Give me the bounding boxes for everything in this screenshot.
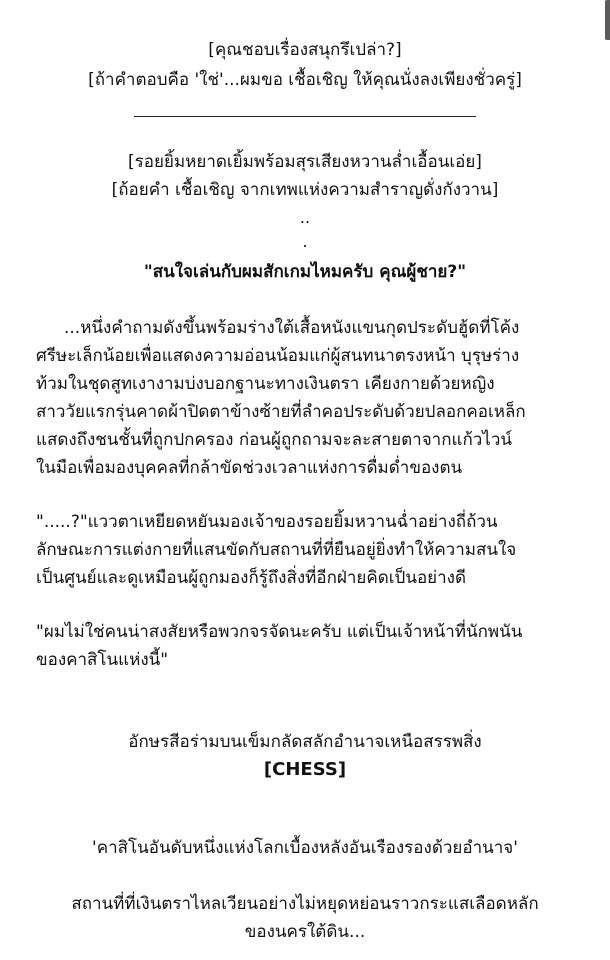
- closing-line-2: ของนครใต้ดิน...: [244, 922, 366, 942]
- paragraph-1-line: สาววัยแรกรุ่นคาดผ้าปิดตาข้างซ้ายที่ลำคอประดับด้วยปลอกคอเหล็ก: [36, 402, 526, 422]
- invitation-quote: "สนใจเล่นกับผมสักเกมไหมครับ คุณผู้ชาย?": [143, 262, 467, 282]
- ellipsis-dots-1: ..: [299, 208, 311, 227]
- paragraph-2-line: ลักษณะการแต่งกายที่แสนขัดกับสถานที่ที่ยืนอยู่ยิ่งทำให้ความสนใจ: [36, 540, 517, 560]
- header-line-2: [ถ้าคำตอบคือ 'ใช่'...ผมขอ เชื้อเชิญ ให้คุณนั่งลงเพียงชั่วครู่]: [88, 70, 522, 90]
- intro-line-2: [ถ้อยคำ เชื้อเชิญ จากเทพแห่งความสำราญดั่งกังวาน]: [111, 180, 499, 200]
- paragraph-1-line: ...หนึ่งคำถามดังขึ้นพร้อมร่างใต้เสื้อหนังแขนกุดประดับฮู้ดที่โค้ง: [64, 318, 520, 338]
- divider: [134, 116, 476, 117]
- closing-line-1: สถานที่ที่เงินตราไหลเวียนอย่างไม่หยุดหย่อนราวกระแสเลือดหลัก: [71, 894, 539, 914]
- paragraph-2-line: เป็นศูนย์และดูเหมือนผู้ถูกมองก็รู้ถึงสิ่งที่อีกฝ่ายคิดเป็นอย่างดี: [36, 568, 467, 588]
- paragraph-1-line: ในมือเพื่อมองบุคคลที่กล้าขัดช่วงเวลาแห่งการดื่มด่ำของตน: [36, 458, 463, 478]
- paragraph-1-line: ท้วมในชุดสูทเงางามบ่งบอกฐานะทางเงินตรา เคียงกายด้วยหญิง: [36, 374, 495, 394]
- paragraph-2-line: ".....?"แววตาเหยียดหยันมองเจ้าของรอยยิ้มหวานฉ่ำอย่างถี่ถ้วน: [36, 512, 498, 532]
- emblem-name: [CHESS]: [263, 759, 347, 780]
- paragraph-1-line: ศรีษะเล็กน้อยเพื่อแสดงความอ่อนน้อมแก่ผู้สนทนาตรงหน้า บุรุษร่าง: [36, 346, 520, 366]
- intro-line-1: [รอยยิ้มหยาดเยิ้มพร้อมสุรเสียงหวานล่ำเอื้อนเอ่ย]: [128, 152, 482, 172]
- paragraph-3-line: ของคาสิโนแห่งนี้": [36, 650, 169, 670]
- paragraph-3-line: "ผมไม่ใช่คนน่าสงสัยหรือพวกจรจัดนะครับ แต่เป็นเจ้าหน้าที่นักพนัน: [36, 622, 523, 642]
- scroll-indicator[interactable]: [605, 0, 610, 40]
- emblem-line: อักษรสีอร่ามบนเข็มกลัดสลักอำนาจเหนือสรรพสิ่ง: [128, 732, 482, 752]
- header-line-1: [คุณชอบเรื่องสนุกรึเปล่า?]: [208, 40, 402, 60]
- casino-quote: 'คาสิโนอันดับหนึ่งแห่งโลกเบื้องหลังอันเรืองรองด้วยอำนาจ': [92, 838, 518, 858]
- paragraph-1-line: แสดงถึงชนชั้นที่ถูกปกครอง ก่อนผู้ถูกถามจะละสายตาจากแก้วไวน์: [36, 430, 513, 450]
- ellipsis-dots-2: .: [302, 232, 308, 251]
